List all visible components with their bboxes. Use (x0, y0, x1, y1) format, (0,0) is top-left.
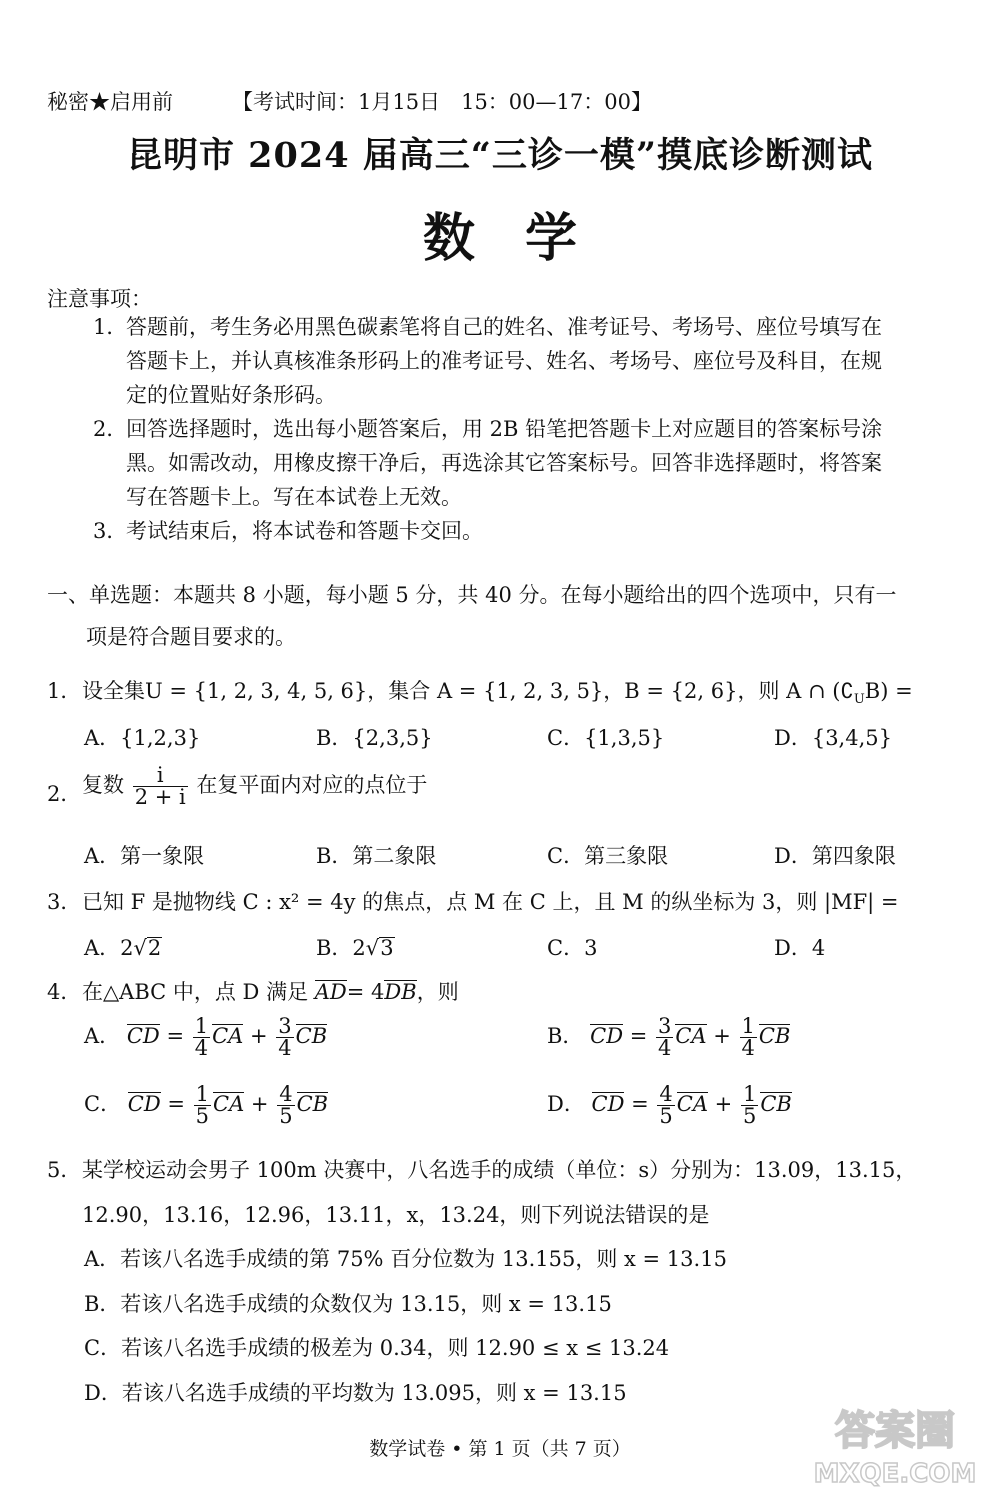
q5-stem-line-1: 某学校运动会男子 100m 决赛中，八名选手的成绩（单位：s）分别为：13.09，13.15， (82, 1158, 917, 1182)
vec-ca: CA (675, 1024, 707, 1048)
notice-item-2-line-1: 回答选择题时，选出每小题答案后，用 2B 铅笔把答题卡上对应题目的答案标号涂 (126, 417, 883, 441)
notice-item-1-line-2: 答题卡上，并认真核准条形码上的准考证号、姓名、考场号、座位号及科目，在规 (126, 349, 882, 373)
notice-item-2-line-2: 黑。如需改动，用橡皮擦干净后，再选涂其它答案标号。回答非选择题时，将答案 (126, 451, 882, 475)
vec-cb: CB (758, 1024, 791, 1048)
q4-stem-pre: 在△ABC 中，点 D 满足 (82, 980, 309, 1004)
q4-d-coef-2: $\frac{1}{5}$ (742, 1082, 757, 1128)
q3-stem: 已知 F 是抛物线 C : x² = 4y 的焦点，点 M 在 C 上，且 M 的纵坐标为 3，则 |MF| = (82, 890, 899, 914)
q4-c-coef-1: $\frac{1}{5}$ (195, 1082, 209, 1128)
q2-option-a: A．第一象限 (84, 844, 205, 868)
q1-stem-end: B) = (864, 679, 913, 703)
notice-item-3-num: 3． (93, 519, 128, 543)
q4-option-a-label: A． (84, 1024, 121, 1048)
q4-stem-post: ，则 (416, 980, 459, 1004)
q1-option-d: D．{3,4,5} (774, 726, 892, 750)
secret-label: 秘密★启用前 (47, 90, 173, 114)
q4-a-coef-1: $\frac{1}{4}$ (194, 1014, 209, 1060)
q3-option-b-rad: 3 (380, 936, 394, 960)
watermark-text-cn: 答案圈 (835, 1408, 955, 1454)
q4-stem (82, 976, 459, 1006)
sqrt-icon: √ (365, 936, 380, 960)
q1-stem (82, 675, 913, 707)
q1-option-a: A．{1,2,3} (84, 726, 201, 750)
vec-cd: CD (591, 1092, 625, 1116)
q4-number: 4． (47, 980, 82, 1004)
vec-ca: CA (676, 1092, 708, 1116)
notice-heading: 注意事项： (47, 287, 152, 311)
q2-pre: 复数 (82, 773, 124, 797)
q4-option-a: A． CD = $\frac{1}{4}$ CA + $\frac{3}{4}$ CB (84, 1014, 328, 1060)
q4-option-d: D． CD = $\frac{4}{5}$ CA + $\frac{1}{5}$ CB (547, 1082, 792, 1128)
q3-option-c: C．3 (547, 936, 598, 960)
q4-b-coef-2: $\frac{1}{4}$ (741, 1014, 755, 1060)
vec-ca: CA (212, 1024, 244, 1048)
q2-option-b: B．第二象限 (316, 844, 437, 868)
q4-option-d-label: D． (547, 1092, 585, 1116)
q3-option-a-rad: 2 (147, 936, 162, 960)
sqrt-icon: √ (133, 936, 147, 960)
exam-time: 【考试时间：1月15日 15：00—17：00】 (232, 90, 652, 114)
notice-item-1-line-3: 定的位置贴好条形码。 (126, 383, 336, 407)
vec-cd: CD (590, 1024, 624, 1048)
q4-b-coef-1: $\frac{3}{4}$ (657, 1014, 672, 1060)
page-footer: 数学试卷 • 第 1 页（共 7 页） (369, 1438, 631, 1460)
q3-option-d: D．4 (774, 936, 826, 960)
q1-option-c: C．{1,3,5} (547, 726, 665, 750)
notice-item-2-line-3: 写在答题卡上。写在本试卷上无效。 (126, 485, 462, 509)
q4-option-b: B． CD = $\frac{3}{4}$ CA + $\frac{1}{4}$ CB (547, 1014, 791, 1060)
vec-ca: CA (213, 1092, 245, 1116)
q3-option-b-label: B．2 (316, 936, 366, 960)
q3-option-b (316, 932, 395, 962)
q2-option-c: C．第三象限 (547, 844, 669, 868)
q4-option-c-label: C． (84, 1092, 122, 1116)
watermark-text-url: MXQE.COM (813, 1459, 977, 1489)
vec-cb: CB (295, 1024, 328, 1048)
q5-option-c: C．若该八名选手成绩的极差为 0.34，则 12.90 ≤ x ≤ 13.24 (84, 1336, 670, 1360)
q4-eq: = 4 (346, 980, 385, 1004)
q4-vec-ad: AD (314, 980, 347, 1004)
notice-item-1-line-1: 答题前，考生务必用黑色碳素笔将自己的姓名、准考证号、考场号、座位号填写在 (126, 315, 882, 339)
q4-a-coef-2: $\frac{3}{4}$ (278, 1014, 292, 1060)
vec-cb: CB (760, 1092, 792, 1116)
watermark-icon (800, 1400, 990, 1490)
q1-complement-sub: U (853, 692, 865, 708)
q2-fraction (133, 765, 188, 808)
vec-cd: CD (127, 1092, 161, 1116)
q2-stem (82, 765, 427, 808)
watermark-logo (800, 1400, 990, 1490)
q5-option-b: B．若该八名选手成绩的众数仅为 13.15，则 x = 13.15 (84, 1292, 612, 1316)
vec-cb: CB (296, 1092, 329, 1116)
q1-number: 1． (47, 679, 82, 703)
q2-option-d: D．第四象限 (774, 844, 896, 868)
q3-number: 3． (47, 890, 82, 914)
q5-stem-line-2: 12.90，13.16，12.96，13.11，x，13.24，则下列说法错误的是 (82, 1203, 710, 1227)
q3-option-a-label: A．2 (84, 936, 134, 960)
q4-c-coef-2: $\frac{4}{5}$ (279, 1082, 293, 1128)
q4-option-b-label: B． (547, 1024, 584, 1048)
section-1-heading: 一、单选题：本题共 8 小题，每小题 5 分，共 40 分。在每小题给出的四个选项中，只有一 (47, 583, 897, 607)
q5-option-a: A．若该八名选手成绩的第 75% 百分位数为 13.155，则 x = 13.15 (84, 1247, 727, 1271)
q2-post: 在复平面内对应的点位于 (196, 773, 428, 797)
q4-vec-db: DB (384, 980, 417, 1004)
q5-number: 5． (47, 1158, 82, 1182)
q3-option-a (84, 932, 162, 962)
subject-title: 数学 (422, 208, 627, 269)
q2-frac-den: 2 + i (134, 785, 186, 809)
notice-item-1-num: 1． (93, 315, 128, 339)
q4-d-coef-1: $\frac{4}{5}$ (659, 1082, 673, 1128)
q4-option-c: C． CD = $\frac{1}{5}$ CA + $\frac{4}{5}$ CB (84, 1082, 329, 1128)
q1-option-b: B．{2,3,5} (316, 726, 433, 750)
q5-option-d: D．若该八名选手成绩的平均数为 13.095，则 x = 13.15 (84, 1381, 627, 1405)
notice-item-3-line-1: 考试结束后，将本试卷和答题卡交回。 (126, 519, 483, 543)
notice-item-2-num: 2． (93, 417, 128, 441)
q1-stem-text: 设全集U = {1, 2, 3, 4, 5, 6}，集合 A = {1, 2, 3, 5}，B = {2, 6}，则 A ∩ (∁ (82, 679, 854, 703)
vec-cd: CD (126, 1024, 160, 1048)
exam-title: 昆明市 2024 届高三“三诊一模”摸底诊断测试 (126, 135, 874, 176)
q2-number: 2． (47, 782, 82, 806)
q2-frac-num: i (156, 763, 164, 787)
section-1-heading-cont: 项是符合题目要求的。 (86, 625, 296, 649)
